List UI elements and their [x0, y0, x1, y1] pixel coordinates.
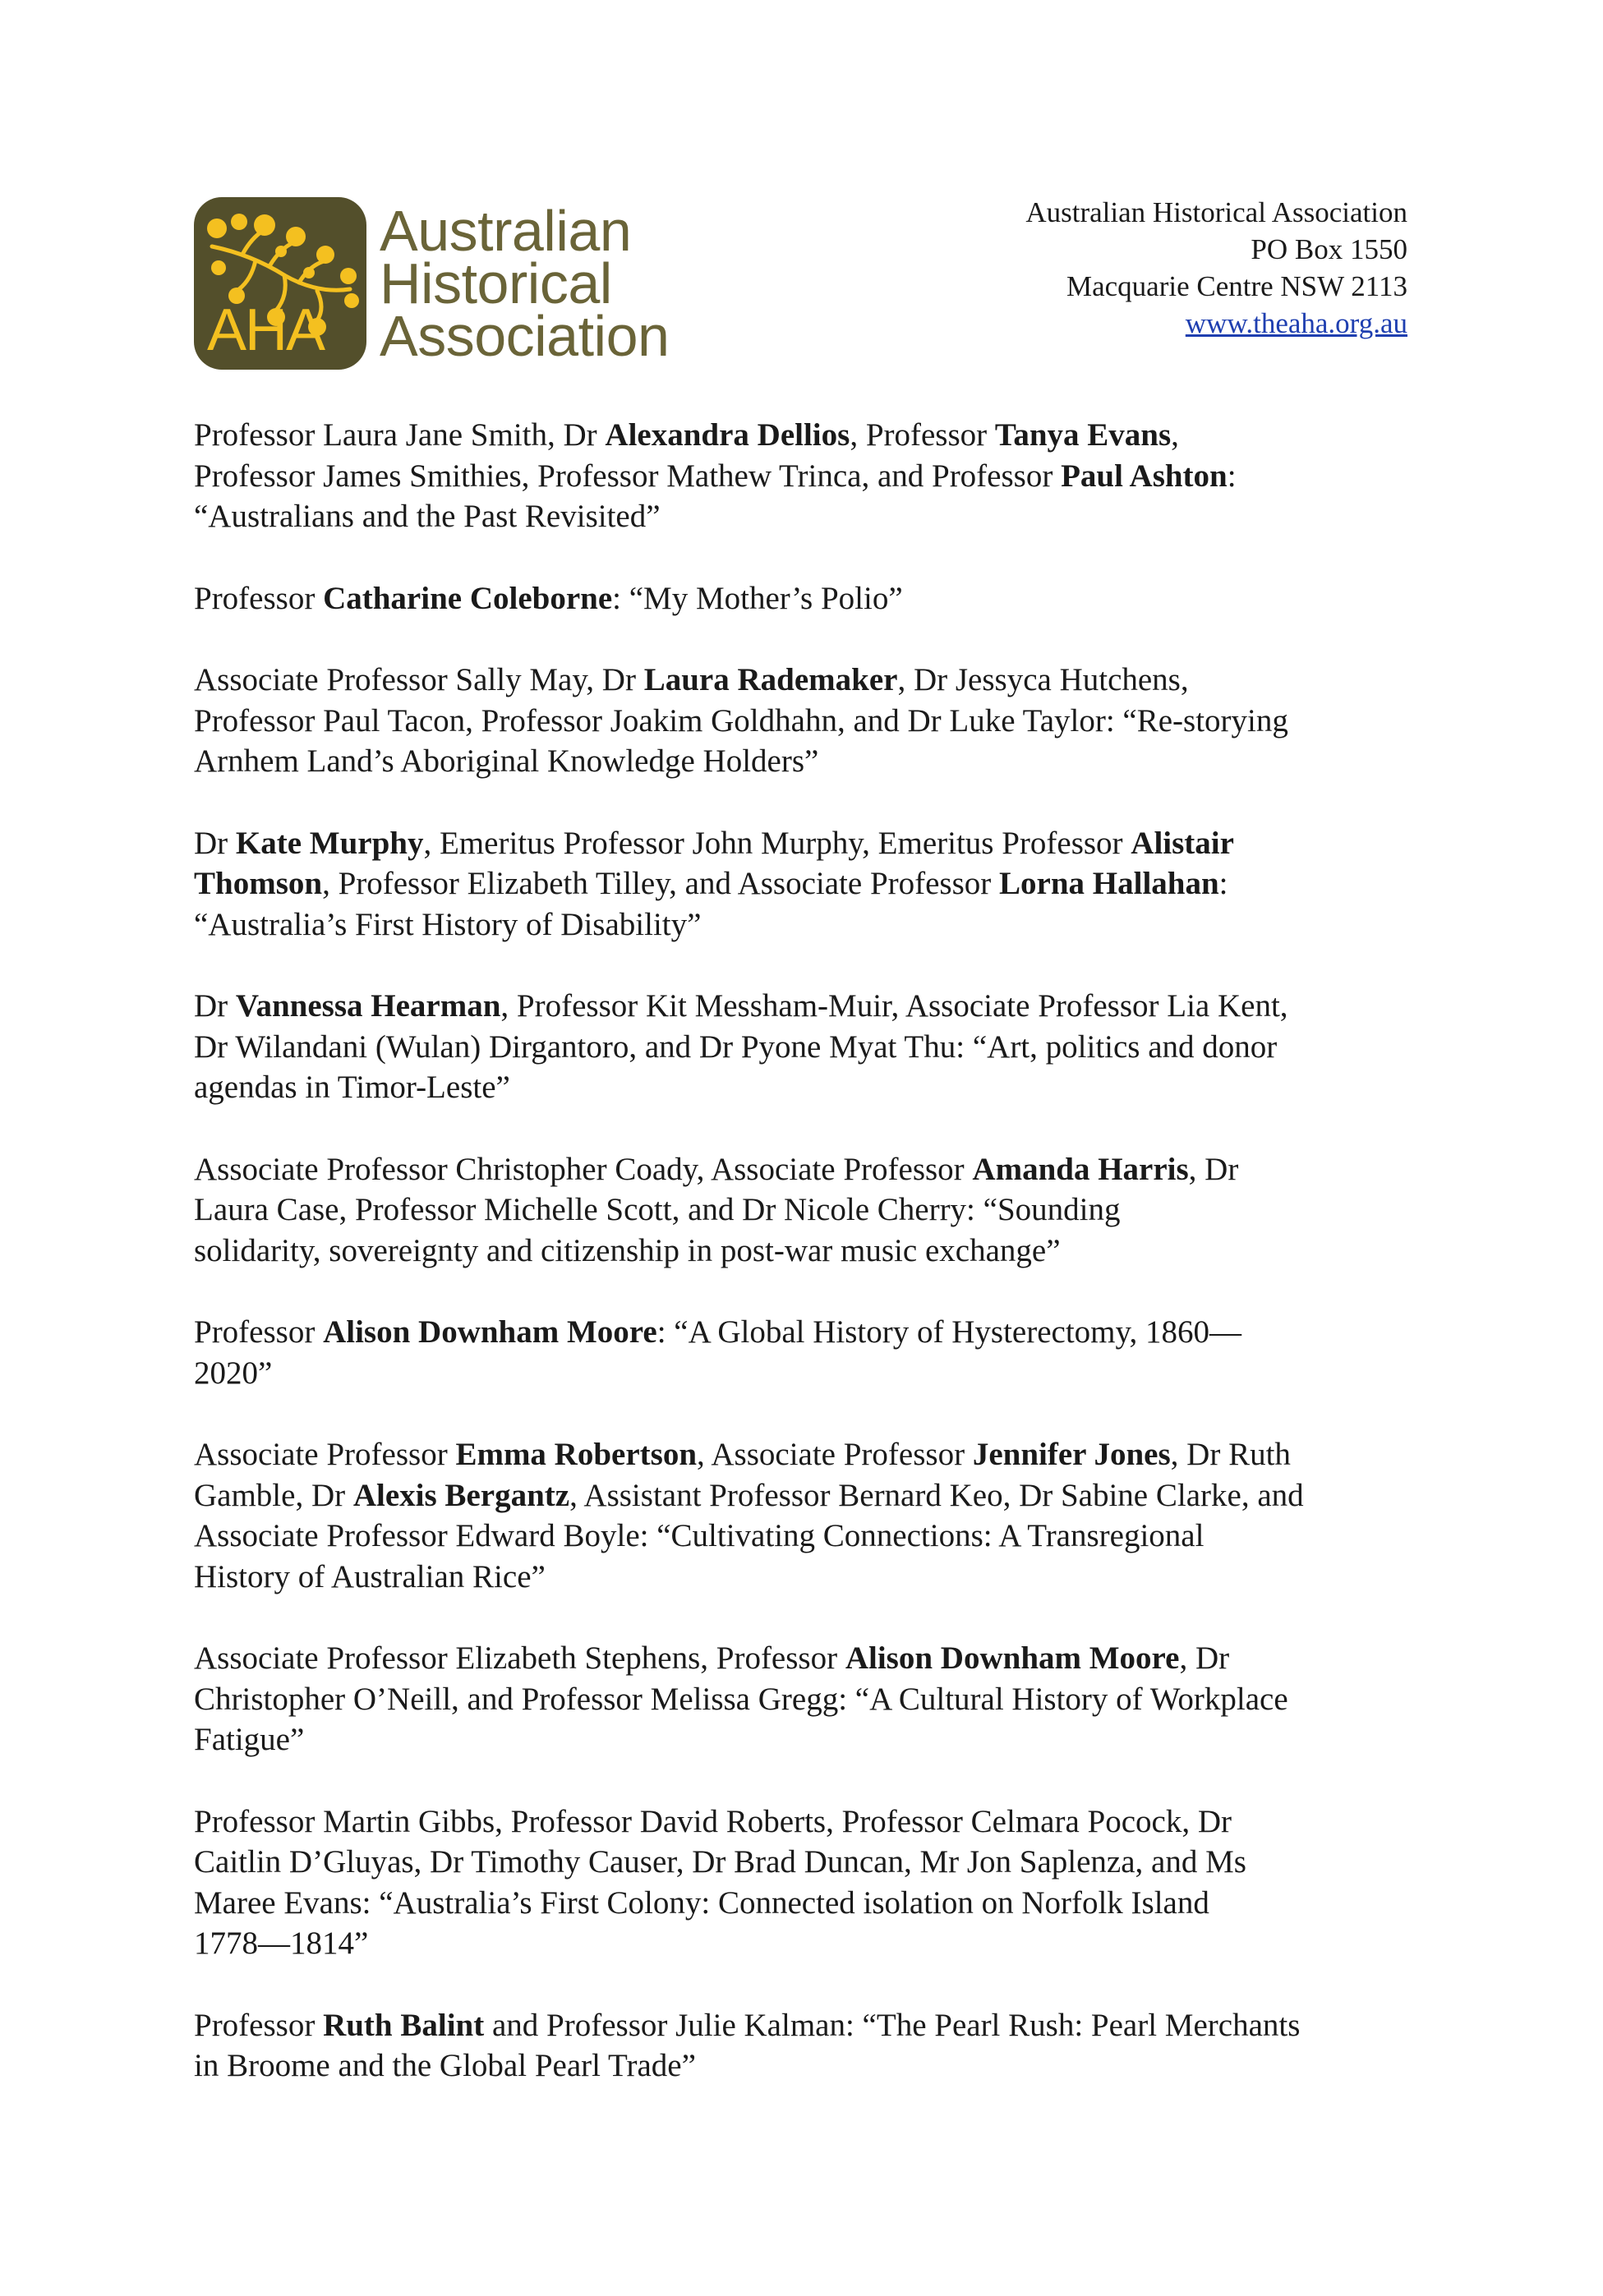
entry-text: Caitlin D’Gluyas, Dr Timothy Causer, Dr Brad Duncan, Mr Jon Saplenza, and Ms [194, 1844, 1246, 1880]
project-entry [194, 660, 1426, 782]
lead-investigator-name: Lorna Hallahan [999, 866, 1219, 901]
entry-text: , Professor [850, 417, 995, 453]
entry-line [194, 1842, 1426, 1883]
entry-text: : “My Mother’s Polio” [612, 580, 903, 616]
entry-line [194, 456, 1426, 497]
entry-text: , Dr [1188, 1151, 1239, 1187]
entry-text: solidarity, sovereignty and citizenship in post-war music exchange” [194, 1232, 1061, 1268]
entry-text: : [1227, 458, 1237, 494]
entry-line [194, 660, 1426, 701]
logo-line-2: Historical [380, 251, 612, 315]
project-entry [194, 1801, 1426, 1964]
lead-investigator-name: Amanda Harris [972, 1151, 1189, 1187]
project-entry [194, 986, 1426, 1108]
address-locality: Macquarie Centre NSW 2113 [1066, 270, 1407, 302]
entry-line [194, 1353, 1426, 1394]
entry-text: , Professor Kit Messham-Muir, Associate Professor Lia Kent, [500, 988, 1288, 1024]
lead-investigator-name: Jennifer Jones [972, 1437, 1171, 1472]
entry-line [194, 701, 1426, 742]
project-entry [194, 1312, 1426, 1393]
lead-investigator-name: Tanya Evans [994, 417, 1172, 453]
entry-line [194, 1027, 1426, 1068]
lead-investigator-name: Laura Rademaker [643, 662, 898, 697]
entry-text: Professor [194, 2007, 324, 2043]
entry-text: History of Australian Rice” [194, 1558, 546, 1594]
entry-text: Associate Professor Elizabeth Stephens, Professor [194, 1640, 845, 1676]
entry-text: Laura Case, Professor Michelle Scott, and Dr Nicole Cherry: “Sounding [194, 1192, 1121, 1227]
lead-investigator-name: Alexis Bergantz [352, 1477, 570, 1513]
entry-text: Associate Professor Sally May, Dr [194, 662, 644, 697]
entry-line [194, 1516, 1426, 1557]
entry-text: , Professor Elizabeth Tilley, and Associate Professor [322, 866, 1000, 901]
logo-acronym: AHA [207, 297, 325, 363]
entry-line [194, 1475, 1426, 1516]
lead-investigator-name: Catharine Coleborne [323, 580, 613, 616]
entry-text: , Dr [1179, 1640, 1230, 1676]
entry-text: , Assistant Professor Bernard Keo, Dr Sabine Clarke, and [569, 1477, 1304, 1513]
entry-line [194, 496, 1426, 537]
entry-text: 2020” [194, 1355, 273, 1391]
lead-investigator-name: Emma Robertson [455, 1437, 698, 1472]
lead-investigator-name: Alison Downham Moore [845, 1640, 1180, 1676]
entry-text: : “A Global History of Hysterectomy, 1860— [656, 1314, 1241, 1350]
lead-investigator-name: Vannessa Hearman [235, 988, 501, 1024]
entry-text: “Australians and the Past Revisited” [194, 499, 661, 534]
entry-text: Dr Wilandani (Wulan) Dirgantoro, and Dr Pyone Myat Thu: “Art, politics and donor [194, 1028, 1278, 1065]
entry-text: Fatigue” [194, 1722, 305, 1757]
entry-text: Professor Martin Gibbs, Professor David Roberts, Professor Celmara Pocock, Dr [194, 1803, 1232, 1839]
entry-line [194, 1067, 1426, 1108]
entry-line [194, 1883, 1426, 1924]
entry-line [194, 1801, 1426, 1843]
project-list [194, 415, 1426, 2128]
entry-text: “Australia’s First History of Disability” [194, 906, 702, 942]
entry-text: 1778—1814” [194, 1926, 369, 1961]
entry-line [194, 578, 1426, 619]
logo-tile [194, 197, 366, 370]
entry-text: agendas in Timor-Leste” [194, 1070, 510, 1105]
logo-wordmark [380, 199, 670, 368]
lead-investigator-name: Alexandra Dellios [605, 417, 850, 453]
lead-investigator-name: Alistair [1131, 825, 1234, 861]
lead-investigator-name: Paul Ashton [1061, 458, 1228, 494]
entry-line [194, 1679, 1426, 1720]
logo-line-3: Association [380, 304, 670, 368]
entry-line [194, 2045, 1426, 2087]
entry-line [194, 1923, 1426, 1964]
lead-investigator-name: Alison Downham Moore [323, 1314, 657, 1350]
entry-text: and Professor Julie Kalman: “The Pearl Rush: Pearl Merchants [484, 2007, 1301, 2043]
entry-text: , Associate Professor [697, 1437, 973, 1472]
entry-line [194, 986, 1426, 1027]
entry-text: , [1171, 417, 1179, 453]
aha-logo [194, 197, 669, 370]
project-entry [194, 578, 1426, 619]
entry-text: Professor Paul Tacon, Professor Joakim Goldhahn, and Dr Luke Taylor: “Re-storying [194, 702, 1288, 738]
entry-line [194, 741, 1426, 782]
entry-text: , Dr Ruth [1170, 1437, 1291, 1472]
entry-text: Professor [194, 580, 324, 616]
lead-investigator-name: Kate Murphy [235, 825, 424, 861]
entry-text: Arnhem Land’s Aboriginal Knowledge Holders” [194, 743, 819, 779]
lead-investigator-name: Thomson [194, 866, 323, 901]
entry-line [194, 1719, 1426, 1760]
entry-text: Professor Laura Jane Smith, Dr [194, 417, 606, 453]
logo-line-1: Australian [380, 199, 632, 263]
entry-text: , Emeritus Professor John Murphy, Emeritus Professor [423, 825, 1131, 861]
website-link[interactable]: www.theaha.org.au [1185, 307, 1407, 339]
entry-text: : [1218, 866, 1228, 901]
address-block [1025, 194, 1407, 342]
project-entry [194, 1434, 1426, 1597]
entry-text: Dr [194, 825, 236, 861]
lead-investigator-name: Ruth Balint [323, 2007, 485, 2043]
project-entry [194, 2005, 1426, 2087]
address-org: Australian Historical Association [1025, 196, 1407, 228]
entry-text: Maree Evans: “Australia’s First Colony: Connected isolation on Norfolk Island [194, 1884, 1209, 1921]
entry-line [194, 904, 1426, 946]
entry-text: Associate Professor Edward Boyle: “Cultivating Connections: A Transregional [194, 1518, 1205, 1553]
entry-text: Professor [194, 1314, 324, 1350]
entry-line [194, 415, 1426, 456]
project-entry [194, 415, 1426, 537]
entry-line [194, 1312, 1426, 1353]
entry-text: Associate Professor Christopher Coady, Associate Professor [194, 1151, 973, 1187]
entry-line [194, 823, 1426, 864]
entry-line [194, 1557, 1426, 1598]
address-po-box: PO Box 1550 [1251, 233, 1407, 265]
entry-line [194, 1149, 1426, 1190]
entry-text: Professor James Smithies, Professor Mathew Trinca, and Professor [194, 458, 1062, 494]
entry-text: Christopher O’Neill, and Professor Melissa Gregg: “A Cultural History of Workplace [194, 1681, 1288, 1717]
project-entry [194, 823, 1426, 946]
entry-text: Associate Professor [194, 1437, 456, 1472]
entry-text: Dr [194, 988, 236, 1024]
entry-line [194, 1638, 1426, 1679]
project-entry [194, 1638, 1426, 1760]
entry-line [194, 1189, 1426, 1231]
entry-line [194, 1434, 1426, 1475]
entry-line [194, 1231, 1426, 1272]
entry-line [194, 2005, 1426, 2046]
entry-text: in Broome and the Global Pearl Trade” [194, 2048, 696, 2083]
project-entry [194, 1149, 1426, 1272]
entry-text: , Dr Jessyca Hutchens, [897, 662, 1189, 697]
entry-text: Gamble, Dr [194, 1477, 353, 1513]
entry-line [194, 863, 1426, 904]
